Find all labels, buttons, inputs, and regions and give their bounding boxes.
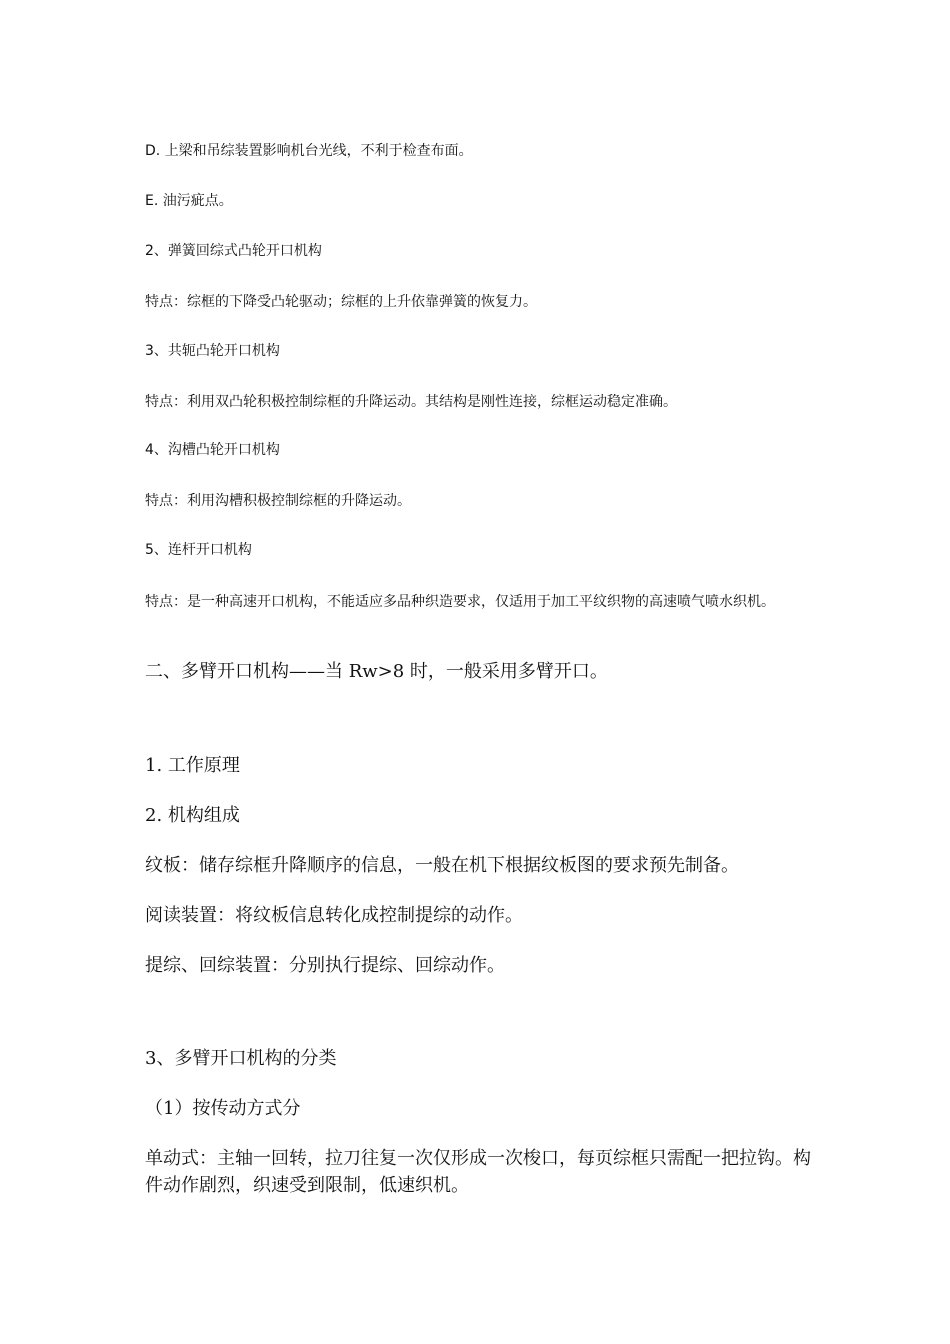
paragraph-item-e: E. 油污疵点。 (145, 193, 233, 209)
subheading-mechanism-composition: 2. 机构组成 (145, 805, 240, 826)
paragraph-reading-device: 阅读装置：将纹板信息转化成控制提综的动作。 (145, 905, 523, 926)
section-heading-linkage: 5、连杆开口机构 (145, 542, 252, 558)
paragraph-conjugate-cam-feature: 特点：利用双凸轮积极控制综框的升降运动。其结构是刚性连接，综框运动稳定准确。 (145, 394, 677, 410)
paragraph-linkage-feature: 特点：是一种高速开口机构，不能适应多品种织造要求，仅适用于加工平纹织物的高速喷气喷水织机。 (145, 594, 775, 610)
paragraph-single-action: 单动式：主轴一回转，拉刀往复一次仅形成一次梭口，每页综框只需配一把拉钩。构件动作剧烈，织速受到限制，低速织机。 (145, 1148, 811, 1196)
paragraph-lifting-return-device: 提综、回综装置：分别执行提综、回综动作。 (145, 955, 505, 976)
subheading-by-drive-mode: （1）按传动方式分 (145, 1098, 301, 1119)
section-heading-conjugate-cam: 3、共轭凸轮开口机构 (145, 343, 280, 359)
paragraph-item-d: D. 上梁和吊综装置影响机台光线，不利于检查布面。 (145, 143, 473, 159)
paragraph-spring-cam-feature: 特点：综框的下降受凸轮驱动；综框的上升依靠弹簧的恢复力。 (145, 294, 537, 310)
paragraph-groove-cam-feature: 特点：利用沟槽积极控制综框的升降运动。 (145, 493, 411, 509)
subheading-dobby-classification: 3、多臂开口机构的分类 (145, 1048, 337, 1069)
section-heading-spring-cam: 2、弹簧回综式凸轮开口机构 (145, 243, 322, 259)
subheading-working-principle: 1. 工作原理 (145, 755, 240, 776)
chapter-heading-dobby: 二、多臂开口机构——当 Rw>8 时，一般采用多臂开口。 (145, 661, 608, 682)
section-heading-groove-cam: 4、沟槽凸轮开口机构 (145, 442, 280, 458)
paragraph-pattern-card: 纹板：储存综框升降顺序的信息，一般在机下根据纹板图的要求预先制备。 (145, 855, 739, 876)
